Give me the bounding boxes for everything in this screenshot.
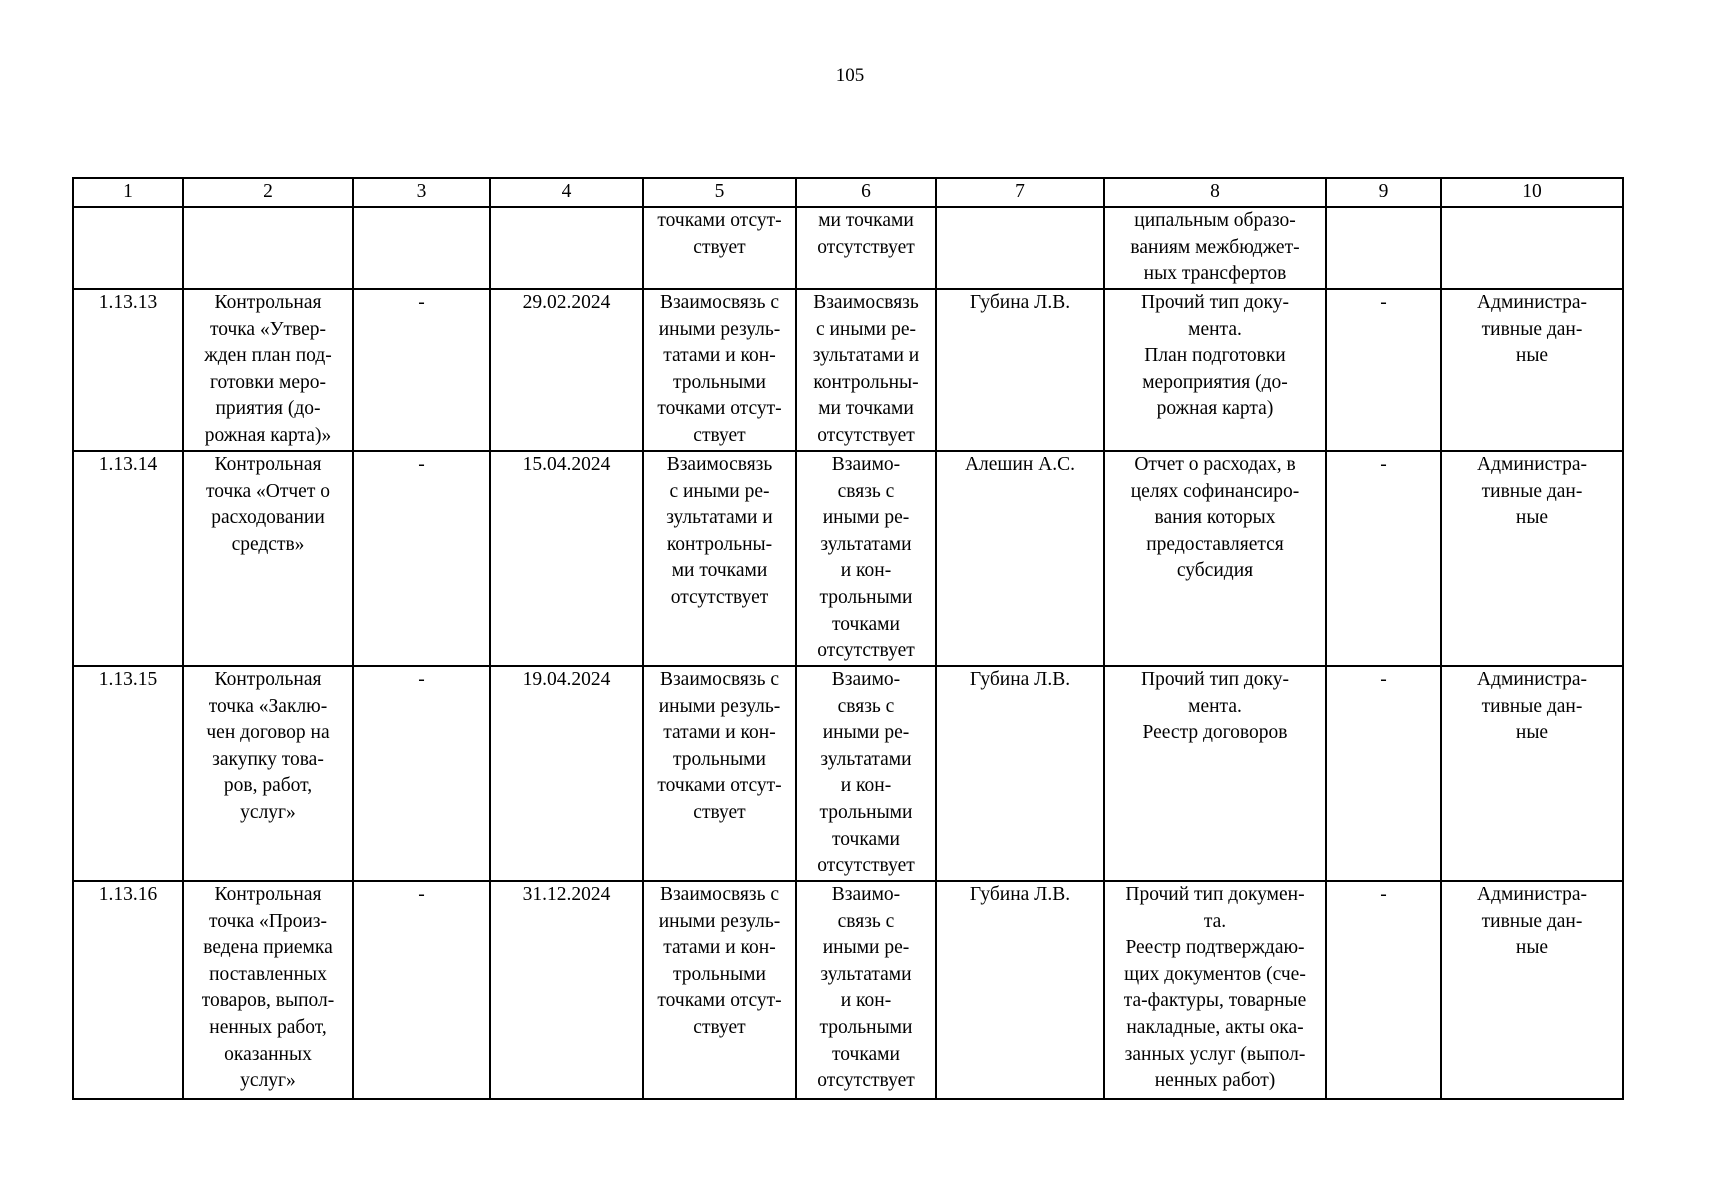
- cell-line: точками: [832, 828, 900, 850]
- cell-line: Взаимосвязь: [666, 454, 773, 475]
- cell-line: ствует: [693, 236, 746, 258]
- cell-line: связь с: [837, 910, 895, 932]
- column-header: 7: [936, 178, 1104, 207]
- cell-line: Взаимо-: [831, 454, 901, 475]
- relation-cell: [796, 881, 936, 1099]
- value-cell: -: [353, 289, 490, 451]
- cell-line: точками: [832, 613, 900, 635]
- cell-line: занных услуг (выпол-: [1124, 1043, 1306, 1065]
- cell-line: трольными: [673, 748, 766, 770]
- cell-line: ципальным образо-: [1134, 210, 1296, 231]
- cell-line: рожная карта)»: [204, 424, 332, 446]
- relation-cell: [796, 207, 936, 289]
- cell-line: Взаимосвязь с: [659, 292, 780, 313]
- cell-line: ные: [1515, 722, 1549, 744]
- date-cell: 15.04.2024: [490, 451, 643, 666]
- cell-line: средств»: [231, 533, 305, 555]
- cell-line: Взаимосвязь с: [659, 669, 780, 690]
- cell-line: услуг»: [240, 1070, 296, 1092]
- cell-line: мероприятия (до-: [1142, 371, 1288, 393]
- cell-line: Взаимосвязь с: [659, 884, 780, 905]
- cell-line: иными резуль-: [658, 318, 781, 340]
- cell-line: иными ре-: [822, 507, 910, 529]
- cell-line: Контрольная: [214, 884, 322, 905]
- cell-line: Реестр договоров: [1142, 722, 1288, 744]
- cell-line: Администра-: [1477, 669, 1587, 690]
- cell-line: рожная карта): [1156, 398, 1274, 420]
- document-cell: [1104, 451, 1326, 666]
- cell-line: Администра-: [1477, 884, 1587, 905]
- value-cell: -: [1326, 451, 1441, 666]
- cell-line: ствует: [693, 424, 746, 446]
- cell-line: татами и кон-: [663, 345, 776, 367]
- table-row: [73, 289, 1623, 451]
- cell-line: трольными: [819, 801, 913, 823]
- value-cell: -: [1326, 666, 1441, 881]
- cell-line: План подготовки: [1144, 345, 1286, 367]
- cell-line: трольными: [819, 1016, 913, 1038]
- cell-line: зультатами: [820, 748, 912, 770]
- cell-line: приятия (до-: [215, 398, 321, 420]
- column-header: 9: [1326, 178, 1441, 207]
- cell-line: щих документов (сче-: [1124, 963, 1306, 985]
- cell-line: отсутствует: [817, 236, 915, 258]
- date-cell: 19.04.2024: [490, 666, 643, 881]
- document-cell: [1104, 207, 1326, 289]
- cell-line: оказанных: [224, 1043, 312, 1065]
- column-header: 4: [490, 178, 643, 207]
- cell-line: Реестр подтверждаю-: [1125, 937, 1305, 959]
- cell-line: и кон-: [840, 775, 892, 797]
- cell-line: зультатами и: [666, 507, 773, 529]
- cell-line: мента.: [1188, 695, 1242, 717]
- cell-line: та-фактуры, товарные: [1123, 990, 1307, 1012]
- cell-line: целях софинансиро-: [1130, 480, 1300, 502]
- cell-line: иными ре-: [822, 937, 910, 959]
- cell-line: ми точками: [818, 398, 914, 420]
- cell-line: Взаимосвязь: [813, 292, 919, 313]
- cell-line: ми точками: [671, 560, 768, 582]
- relation-cell: [643, 207, 796, 289]
- cell-line: Взаимо-: [831, 669, 901, 690]
- cell-line: трольными: [819, 586, 913, 608]
- cell-line: зультатами: [820, 963, 912, 985]
- cell-line: ненных работ): [1154, 1070, 1276, 1092]
- column-header: 1: [73, 178, 183, 207]
- cell-line: и кон-: [840, 560, 892, 582]
- cell-line: Администра-: [1477, 454, 1587, 475]
- row-number-cell: 1.13.15: [73, 666, 183, 881]
- cell-line: иными резуль-: [658, 910, 781, 932]
- cell-line: Взаимо-: [831, 884, 901, 905]
- cell-line: товаров, выпол-: [201, 990, 335, 1012]
- cell-line: контрольны-: [813, 371, 919, 393]
- table-row: [73, 451, 1623, 666]
- data-source-cell: [1441, 881, 1623, 1099]
- control-point-name-cell: [183, 289, 353, 451]
- cell-line: с иными ре-: [669, 480, 770, 502]
- cell-line: ненных работ,: [209, 1016, 327, 1038]
- cell-line: чен договор на: [206, 722, 330, 744]
- cell-line: накладные, акты ока-: [1126, 1016, 1304, 1038]
- row-number-cell: 1.13.14: [73, 451, 183, 666]
- relation-cell: [796, 289, 936, 451]
- cell-line: ведена приемка: [203, 937, 333, 959]
- column-header: 6: [796, 178, 936, 207]
- cell-line: точка «Отчет о: [206, 480, 330, 502]
- cell-line: точками: [832, 1043, 900, 1065]
- value-cell: -: [353, 666, 490, 881]
- cell-line: контрольны-: [666, 533, 773, 555]
- relation-cell: [796, 666, 936, 881]
- cell-line: точками отсут-: [657, 990, 782, 1012]
- relation-cell: [643, 289, 796, 451]
- cell-line: тивные дан-: [1481, 695, 1583, 717]
- cell-line: татами и кон-: [663, 937, 776, 959]
- table-row: [73, 881, 1623, 1099]
- cell-line: Контрольная: [214, 669, 322, 690]
- cell-line: Администра-: [1477, 292, 1587, 313]
- table-cell: [1441, 207, 1623, 289]
- row-number-cell: 1.13.13: [73, 289, 183, 451]
- value-cell: -: [1326, 881, 1441, 1099]
- cell-line: ные: [1515, 507, 1549, 529]
- document-cell: [1104, 666, 1326, 881]
- cell-line: связь с: [837, 695, 895, 717]
- cell-line: отсутствует: [817, 424, 915, 446]
- cell-line: предоставляется: [1146, 533, 1284, 555]
- relation-cell: [643, 666, 796, 881]
- control-point-name-cell: [183, 881, 353, 1099]
- cell-line: поставленных: [209, 963, 327, 985]
- cell-line: точками отсут-: [657, 210, 782, 231]
- date-cell: 31.12.2024: [490, 881, 643, 1099]
- cell-line: точка «Утвер-: [209, 318, 327, 340]
- cell-line: точками отсут-: [657, 398, 782, 420]
- responsible-cell: Губина Л.В.: [936, 666, 1104, 881]
- cell-line: готовки меро-: [209, 371, 326, 393]
- date-cell: 29.02.2024: [490, 289, 643, 451]
- table-cell: [490, 207, 643, 289]
- cell-line: иными ре-: [822, 722, 910, 744]
- cell-line: ные: [1515, 937, 1549, 959]
- cell-line: расходовании: [211, 507, 325, 529]
- value-cell: -: [353, 451, 490, 666]
- cell-line: услуг»: [240, 801, 296, 823]
- column-header: 10: [1441, 178, 1623, 207]
- cell-line: Контрольная: [214, 454, 322, 475]
- cell-line: ствует: [693, 801, 746, 823]
- control-point-name-cell: [183, 666, 353, 881]
- document-cell: [1104, 289, 1326, 451]
- cell-line: ми точками: [818, 210, 914, 231]
- cell-line: связь с: [837, 480, 895, 502]
- column-header: 3: [353, 178, 490, 207]
- cell-line: закупку това-: [212, 748, 324, 770]
- cell-line: Прочий тип доку-: [1140, 292, 1289, 313]
- data-source-cell: [1441, 451, 1623, 666]
- cell-line: тивные дан-: [1481, 480, 1583, 502]
- column-header: 2: [183, 178, 353, 207]
- column-header: 5: [643, 178, 796, 207]
- cell-line: точка «Произ-: [209, 910, 327, 932]
- cell-line: точка «Заклю-: [208, 695, 328, 717]
- document-cell: [1104, 881, 1326, 1099]
- cell-line: та.: [1203, 910, 1227, 932]
- data-source-cell: [1441, 289, 1623, 451]
- cell-line: трольными: [673, 963, 766, 985]
- cell-line: субсидия: [1176, 560, 1254, 582]
- cell-line: отсутствует: [670, 586, 769, 608]
- cell-line: Контрольная: [214, 292, 322, 313]
- relation-cell: [643, 451, 796, 666]
- cell-line: ствует: [693, 1016, 746, 1038]
- cell-line: иными резуль-: [658, 695, 781, 717]
- cell-line: вания которых: [1154, 507, 1276, 529]
- cell-line: Прочий тип докумен-: [1125, 884, 1305, 905]
- cell-line: жден план под-: [204, 345, 332, 367]
- table-cell: [183, 207, 353, 289]
- control-point-name-cell: [183, 451, 353, 666]
- cell-line: трольными: [673, 371, 766, 393]
- value-cell: -: [353, 881, 490, 1099]
- column-header: 8: [1104, 178, 1326, 207]
- page-number: 105: [835, 65, 865, 86]
- cell-line: с иными ре-: [815, 318, 917, 340]
- cell-line: тивные дан-: [1481, 318, 1583, 340]
- table-cell: [353, 207, 490, 289]
- cell-line: мента.: [1188, 318, 1242, 340]
- table-cell: [1326, 207, 1441, 289]
- relation-cell: [796, 451, 936, 666]
- header-row: [73, 178, 1623, 207]
- relation-cell: [643, 881, 796, 1099]
- responsible-cell: Губина Л.В.: [936, 289, 1104, 451]
- cell-line: Прочий тип доку-: [1140, 669, 1289, 690]
- continuation-row: [73, 207, 1623, 289]
- control-points-table: [72, 177, 1624, 1100]
- table-cell: [936, 207, 1104, 289]
- cell-line: ров, работ,: [223, 775, 313, 797]
- cell-line: точками отсут-: [657, 775, 782, 797]
- responsible-cell: Алешин А.С.: [936, 451, 1104, 666]
- cell-line: ные: [1515, 345, 1549, 367]
- cell-line: отсутствует: [817, 640, 915, 662]
- cell-line: отсутствует: [817, 855, 915, 877]
- responsible-cell: Губина Л.В.: [936, 881, 1104, 1099]
- cell-line: ных трансфертов: [1143, 263, 1287, 285]
- row-number-cell: 1.13.16: [73, 881, 183, 1099]
- cell-line: Отчет о расходах, в: [1134, 454, 1296, 475]
- table-cell: [73, 207, 183, 289]
- cell-line: татами и кон-: [663, 722, 776, 744]
- value-cell: -: [1326, 289, 1441, 451]
- cell-line: зультатами и: [812, 345, 920, 367]
- cell-line: и кон-: [840, 990, 892, 1012]
- cell-line: зультатами: [820, 533, 912, 555]
- data-source-cell: [1441, 666, 1623, 881]
- cell-line: отсутствует: [817, 1070, 915, 1092]
- cell-line: ваниям межбюджет-: [1130, 236, 1300, 258]
- table-row: [73, 666, 1623, 881]
- cell-line: тивные дан-: [1481, 910, 1583, 932]
